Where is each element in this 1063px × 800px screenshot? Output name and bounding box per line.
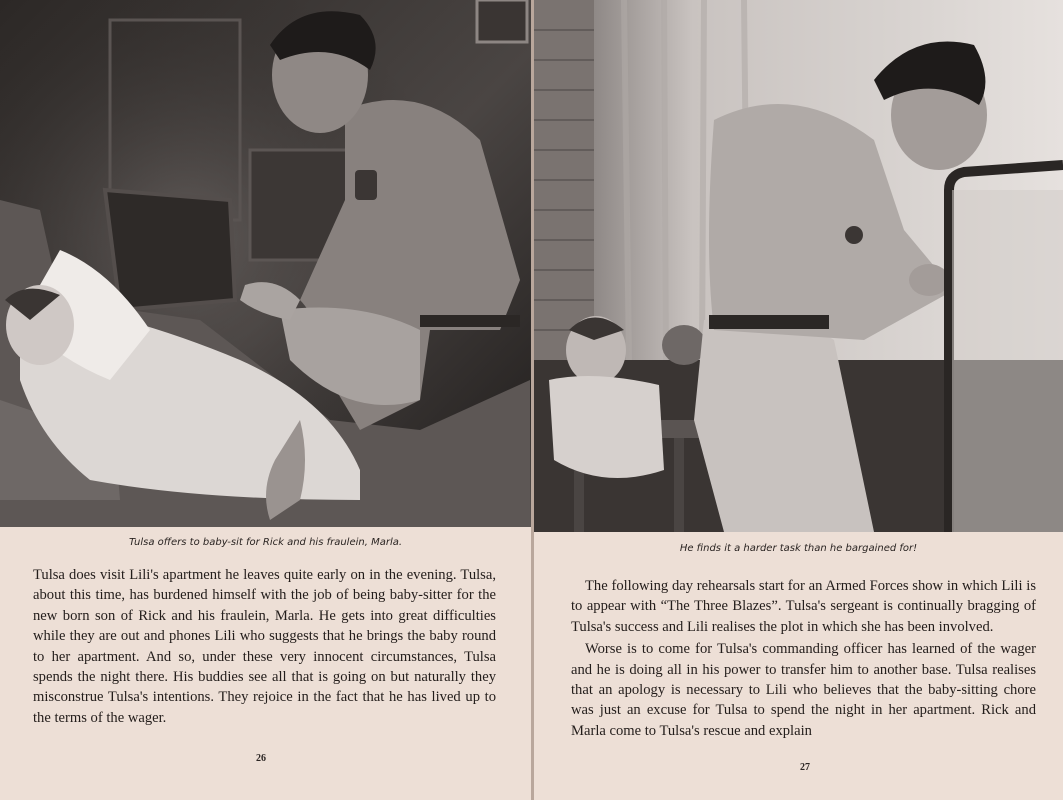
right-caption: He finds it a harder task than he bargained for! xyxy=(679,543,918,554)
right-page-number: 27 xyxy=(800,762,810,773)
left-caption: Tulsa offers to baby-sit for Rick and his fraulein, Marla. xyxy=(128,537,403,548)
right-page xyxy=(534,0,1063,800)
right-body-text xyxy=(571,576,1036,743)
left-page xyxy=(0,0,531,800)
left-paragraph-1: Tulsa does visit Lili's apartment he leaves quite early on in the evening. Tulsa, about this time, has burdened himself with the job of being baby-sitter for the new born son of Rick and his fraulein, Marla. He gets into great difficulties while they are out and phones Lili who suggests that he brings the baby round to her apartment. And so, under these very innocent circumstances, Tulsa spends the night there. His buddies see all that is going on but naturally they misconstrue Tulsa's intentions. They rejoice in the fact that he has lived up to the terms of the wager. xyxy=(33,567,496,726)
left-body-text xyxy=(33,565,496,730)
right-photo xyxy=(534,0,1063,532)
right-photo-image xyxy=(534,0,1063,532)
right-paragraph-2: Worse is to come for Tulsa's commanding officer has learned of the wager and he is doing all in his power to transfer him to another base. Tulsa realises that an apology is necessary to Lili who believes that the baby-sitting chore was just an excuse for Tulsa to spend the night in her apartment. Rick and Marla come to Tulsa's rescue and explain xyxy=(571,641,1036,739)
left-page-number: 26 xyxy=(256,753,266,764)
left-photo-image xyxy=(0,0,531,527)
right-paragraph-1: The following day rehearsals start for an Armed Forces show in which Lili is to appear with “The Three Blazes”. Tulsa's sergeant is continually bragging of Tulsa's success and Lili realises the plot in which she has been involved. xyxy=(571,578,1036,635)
left-photo xyxy=(0,0,531,527)
